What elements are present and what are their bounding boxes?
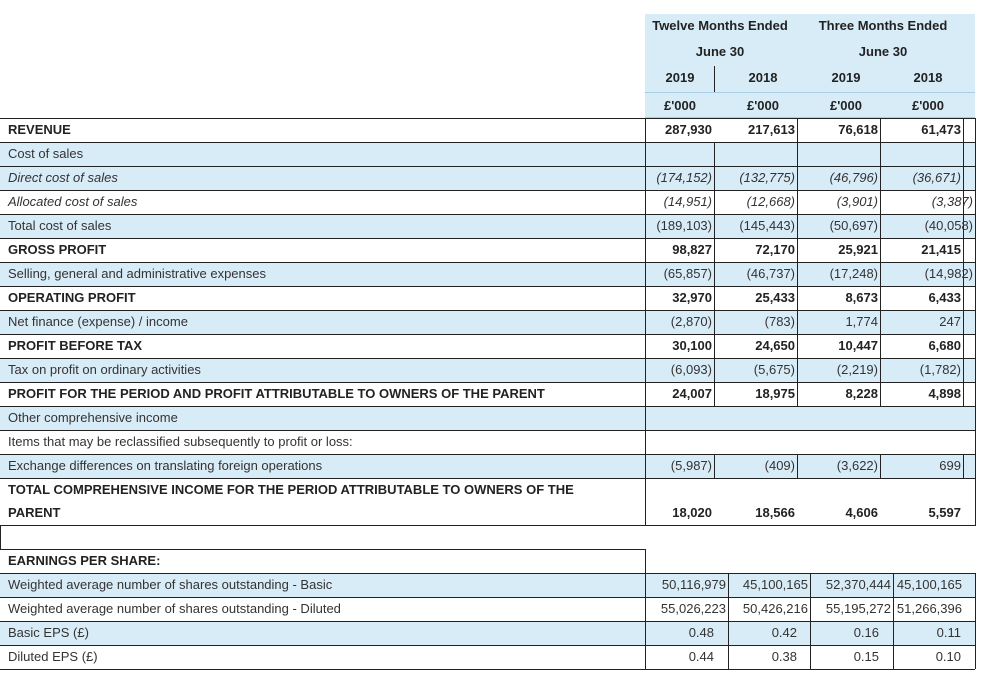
cell-value: (46,737) bbox=[746, 266, 795, 281]
cell-value: 55,195,272 bbox=[825, 601, 891, 616]
header-year-3: 2019 bbox=[831, 70, 861, 85]
row-label: Net finance (expense) / income bbox=[8, 314, 188, 329]
cell-value: 0.48 bbox=[688, 625, 714, 640]
cell-value: (2,219) bbox=[836, 362, 878, 377]
row-label: Other comprehensive income bbox=[8, 410, 178, 425]
cell-value: 32,970 bbox=[672, 290, 712, 305]
cell-value: (2,870) bbox=[670, 314, 712, 329]
cell-value: (3,622) bbox=[836, 458, 878, 473]
cell-value: 25,921 bbox=[838, 242, 878, 257]
header-unit-4: £'000 bbox=[911, 98, 944, 113]
row-label: Selling, general and administrative expenses bbox=[8, 266, 266, 281]
cell-value: 61,473 bbox=[921, 122, 961, 137]
cell-value: 287,930 bbox=[665, 122, 712, 137]
cell-value: (17,248) bbox=[829, 266, 878, 281]
cell-value: (65,857) bbox=[663, 266, 712, 281]
header-june30-twelve: June 30 bbox=[695, 44, 745, 59]
cell-value: 0.15 bbox=[853, 649, 879, 664]
cell-value: 217,613 bbox=[748, 122, 795, 137]
row-label: Cost of sales bbox=[8, 146, 84, 161]
row-label: Basic EPS (£) bbox=[8, 625, 89, 640]
cell-value: (36,671) bbox=[912, 170, 961, 185]
cell-value: 1,774 bbox=[845, 314, 878, 329]
column-line bbox=[963, 118, 964, 142]
cell-value: 0.38 bbox=[771, 649, 797, 664]
row-label: Weighted average number of shares outstanding - Basic bbox=[8, 577, 333, 592]
cell-value: 51,266,396 bbox=[896, 601, 962, 616]
cell-value: 6,433 bbox=[928, 290, 961, 305]
row-label: Direct cost of sales bbox=[8, 170, 118, 185]
cell-value: (174,152) bbox=[656, 170, 712, 185]
cell-value: (5,675) bbox=[753, 362, 795, 377]
column-line bbox=[975, 118, 976, 526]
cell-value: 18,566 bbox=[755, 505, 795, 520]
header-year-underline bbox=[645, 92, 975, 93]
row-label: GROSS PROFIT bbox=[8, 242, 107, 257]
row-bg-cost-of-sales bbox=[0, 142, 975, 166]
cell-value: 8,673 bbox=[845, 290, 878, 305]
cell-value: (40,058) bbox=[924, 218, 973, 233]
row-label: Items that may be reclassified subsequently to profit or loss: bbox=[8, 434, 353, 449]
header-unit-2: £'000 bbox=[746, 98, 779, 113]
cell-value: 24,650 bbox=[755, 338, 795, 353]
header-divider bbox=[714, 66, 715, 92]
row-line bbox=[0, 142, 975, 143]
cell-value: 18,975 bbox=[755, 386, 795, 401]
row-label: Allocated cost of sales bbox=[8, 194, 138, 209]
column-line bbox=[963, 454, 964, 478]
cell-value: 4,898 bbox=[928, 386, 961, 401]
cell-value: 24,007 bbox=[672, 386, 712, 401]
header-three-months: Three Months Ended bbox=[818, 18, 948, 33]
header-year-1: 2019 bbox=[665, 70, 695, 85]
cell-value: 52,370,444 bbox=[825, 577, 891, 592]
row-label: PROFIT FOR THE PERIOD AND PROFIT ATTRIBUTABLE TO OWNERS OF THE PARENT bbox=[8, 386, 545, 401]
row-label: Diluted EPS (£) bbox=[8, 649, 98, 664]
column-line bbox=[0, 525, 1, 549]
header-year-2: 2018 bbox=[748, 70, 778, 85]
row-label: OPERATING PROFIT bbox=[8, 290, 136, 305]
cell-value: 45,100,165 bbox=[896, 577, 962, 592]
eps-section-title: EARNINGS PER SHARE: bbox=[8, 553, 161, 568]
cell-value: (189,103) bbox=[656, 218, 712, 233]
row-label-line2: PARENT bbox=[8, 505, 61, 520]
row-label: Total cost of sales bbox=[8, 218, 112, 233]
cell-value: 4,606 bbox=[845, 505, 878, 520]
row-label: Weighted average number of shares outstanding - Diluted bbox=[8, 601, 341, 616]
cell-value: (14,982) bbox=[924, 266, 973, 281]
header-unit-1: £'000 bbox=[663, 98, 696, 113]
cell-value: 0.16 bbox=[853, 625, 879, 640]
cell-value: 6,680 bbox=[928, 338, 961, 353]
cell-value: (50,697) bbox=[829, 218, 878, 233]
cell-value: 72,170 bbox=[755, 242, 795, 257]
cell-value: 5,597 bbox=[928, 505, 961, 520]
header-unit-3: £'000 bbox=[829, 98, 862, 113]
header-june30-three: June 30 bbox=[858, 44, 908, 59]
cell-value: 8,228 bbox=[845, 386, 878, 401]
cell-value: 50,116,979 bbox=[661, 577, 726, 592]
cell-value: (5,987) bbox=[670, 458, 712, 473]
cell-value: (3,901) bbox=[836, 194, 878, 209]
cell-value: 247 bbox=[939, 314, 961, 329]
cell-value: 30,100 bbox=[672, 338, 712, 353]
row-label: REVENUE bbox=[8, 122, 71, 137]
cell-value: (46,796) bbox=[829, 170, 878, 185]
row-line bbox=[0, 669, 975, 670]
cell-value: (783) bbox=[764, 314, 795, 329]
header-year-4: 2018 bbox=[913, 70, 943, 85]
cell-value: 0.11 bbox=[936, 625, 961, 640]
cell-value: 50,426,216 bbox=[742, 601, 808, 616]
header-twelve-months: Twelve Months Ended bbox=[652, 18, 788, 33]
cell-value: (6,093) bbox=[670, 362, 712, 377]
cell-value: (132,775) bbox=[739, 170, 795, 185]
cell-value: 10,447 bbox=[838, 338, 878, 353]
cell-value: 18,020 bbox=[672, 505, 712, 520]
cell-value: 699 bbox=[939, 458, 961, 473]
cell-value: 0.10 bbox=[935, 649, 961, 664]
cell-value: 76,618 bbox=[838, 122, 878, 137]
cell-value: 98,827 bbox=[672, 242, 712, 257]
cell-value: 0.44 bbox=[688, 649, 714, 664]
row-label: Tax on profit on ordinary activities bbox=[8, 362, 201, 377]
cell-value: 45,100,165 bbox=[742, 577, 808, 592]
cell-value: 55,026,223 bbox=[660, 601, 726, 616]
row-label: PROFIT BEFORE TAX bbox=[8, 338, 143, 353]
row-label: Exchange differences on translating foreign operations bbox=[8, 458, 323, 473]
cell-value: (3,387) bbox=[931, 194, 973, 209]
row-line bbox=[0, 525, 975, 526]
cell-value: (409) bbox=[764, 458, 795, 473]
cell-value: (1,782) bbox=[919, 362, 961, 377]
cell-value: 25,433 bbox=[755, 290, 795, 305]
cell-value: (14,951) bbox=[663, 194, 712, 209]
cell-value: (145,443) bbox=[739, 218, 795, 233]
row-label-line1: TOTAL COMPREHENSIVE INCOME FOR THE PERIOD ATTRIBUTABLE TO OWNERS OF THE bbox=[8, 482, 574, 497]
cell-value: 21,415 bbox=[921, 242, 961, 257]
column-line bbox=[975, 573, 976, 669]
cell-value: (12,668) bbox=[746, 194, 795, 209]
cell-value: 0.42 bbox=[771, 625, 797, 640]
